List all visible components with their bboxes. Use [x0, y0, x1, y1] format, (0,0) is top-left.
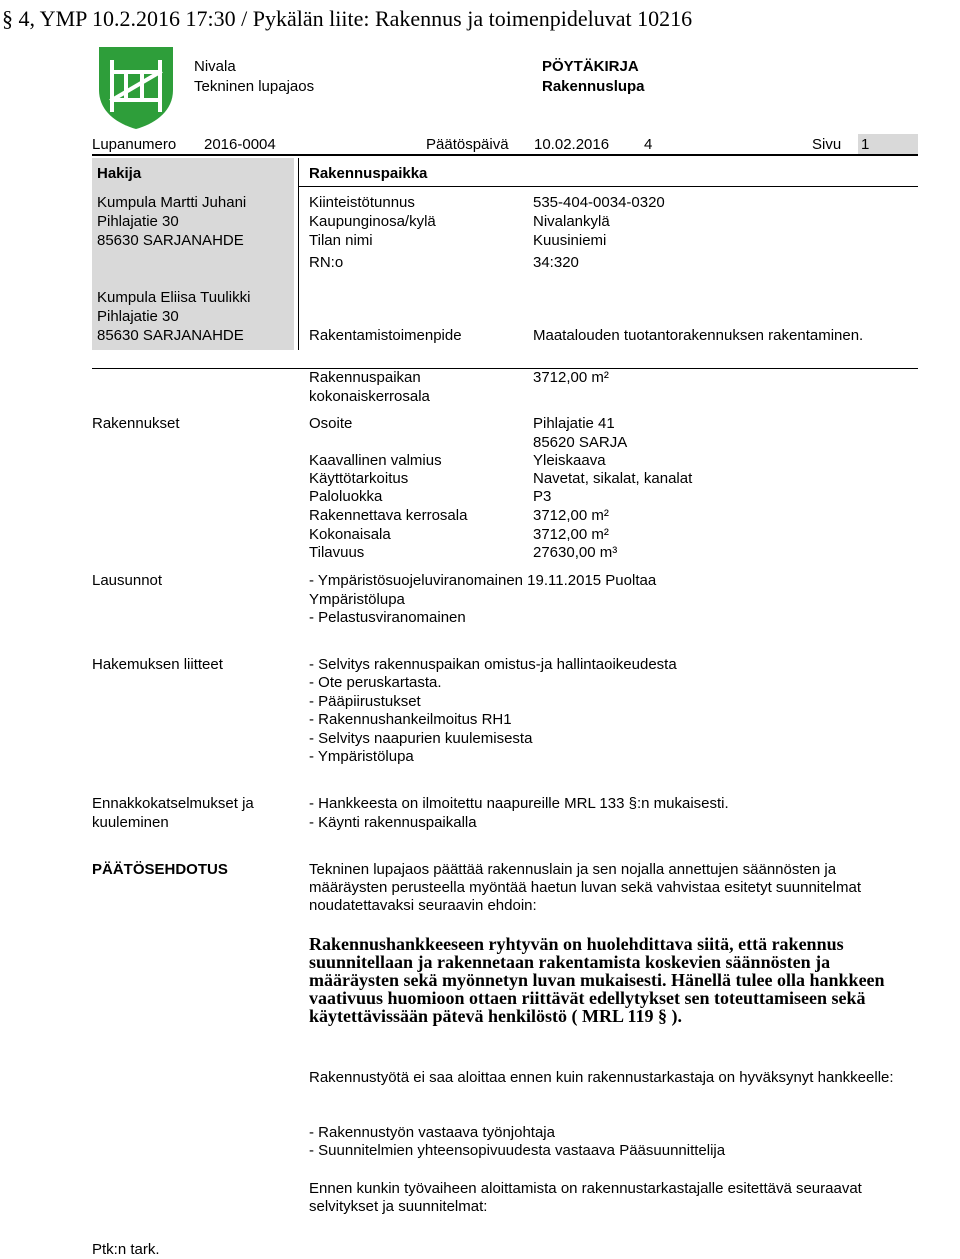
municipality-name: Nivala — [194, 58, 236, 75]
volume-label: Tilavuus — [309, 544, 365, 561]
total-area-label-line1: Rakennuspaikan — [309, 369, 421, 386]
total-area-value: 3712,00 m² — [533, 369, 609, 386]
attachment-item: - Pääpiirustukset — [309, 693, 421, 710]
proposal-start-paragraph: Rakennustyötä ei saa aloittaa ennen kuin rakennustarkastaja on hyväksynyt hankkeelle: — [309, 1069, 894, 1086]
district-label: Kaupunginosa/kylä — [309, 213, 436, 230]
fire-class-value: P3 — [533, 488, 552, 505]
floor-area-value: 3712,00 m² — [533, 507, 609, 524]
footer-initials-label: Ptk:n tark. — [92, 1241, 160, 1258]
property-id-label: Kiinteistötunnus — [309, 194, 415, 211]
plan-value: Yleiskaava — [533, 452, 606, 469]
property-id-value: 535-404-0034-0320 — [533, 194, 665, 211]
site-label: Rakennuspaikka — [309, 165, 428, 182]
rn-value: 34:320 — [533, 254, 579, 271]
estate-value: Kuusiniemi — [533, 232, 607, 249]
total-area-building-label: Kokonaisala — [309, 526, 391, 543]
estate-label: Tilan nimi — [309, 232, 373, 249]
fire-class-label: Paloluokka — [309, 488, 383, 505]
buildings-label: Rakennukset — [92, 415, 180, 432]
plan-label: Kaavallinen valmius — [309, 452, 442, 469]
proposal-intro: Tekninen lupajaos päättää rakennuslain ja sen nojalla annettujen säännösten ja määräysten perusteella myöntää haetun luvan sekä vahvistaa esitetyt suunnitelmat noudatettavaksi seuraavin ehdoin: — [309, 861, 861, 914]
meta-divider — [92, 154, 918, 156]
permit-number-value: 2016-0004 — [204, 136, 276, 153]
floor-area-label: Rakennettava kerrosala — [309, 507, 468, 524]
address-label: Osoite — [309, 415, 353, 432]
use-label: Käyttötarkoitus — [309, 470, 409, 487]
nivala-coat-of-arms-gate-icon — [96, 44, 176, 130]
decision-date-value: 10.02.2016 — [534, 136, 610, 153]
proposal-label: PÄÄTÖSEHDOTUS — [92, 861, 228, 878]
total-area-label-line2: kokonaiskerrosala — [309, 388, 430, 405]
permit-number-label: Lupanumero — [92, 136, 177, 153]
applicant-2-street: Pihlajatie 30 — [97, 308, 179, 325]
action-value: Maatalouden tuotantorakennuksen rakentaminen. — [533, 327, 864, 344]
document-type: PÖYTÄKIRJA — [542, 58, 639, 75]
use-value: Navetat, sikalat, kanalat — [533, 470, 693, 487]
attachments-label: Hakemuksen liitteet — [92, 656, 223, 673]
statement-line: - Pelastusviranomainen — [309, 609, 466, 626]
hearing-label-line2: kuuleminen — [92, 814, 169, 831]
site-divider — [298, 186, 918, 187]
hearing-item: - Hankkeesta on ilmoitettu naapureille MRL 133 §:n mukaisesti. — [309, 795, 729, 812]
address-line2: 85620 SARJA — [533, 434, 628, 451]
action-label: Rakentamistoimenpide — [309, 327, 462, 344]
statements-label: Lausunnot — [92, 572, 163, 589]
rn-label: RN:o — [309, 254, 344, 271]
applicant-label: Hakija — [97, 165, 142, 182]
district-value: Nivalankylä — [533, 213, 610, 230]
statement-line: - Ympäristösuojeluviranomainen 19.11.2015 Puoltaa — [309, 572, 657, 589]
proposal-final-paragraph: Ennen kunkin työvaiheen aloittamista on rakennustarkastajalle esitettävä seuraavat selvitykset ja suunnitelmat: — [309, 1180, 862, 1215]
applicant-2-city: 85630 SARJANAHDE — [97, 327, 244, 344]
applicant-1-city: 85630 SARJANAHDE — [97, 232, 244, 249]
attachment-item: - Ympäristölupa — [309, 748, 414, 765]
attachment-item: - Rakennushankeilmoitus RH1 — [309, 711, 512, 728]
total-area-building-value: 3712,00 m² — [533, 526, 609, 543]
board-name: Tekninen lupajaos — [194, 78, 315, 95]
approval-item: - Rakennustyön vastaava työnjohtaja — [309, 1124, 555, 1141]
page-header-title: § 4, YMP 10.2.2016 17:30 / Pykälän liite: Rakennus ja toimenpideluvat 10216 — [2, 6, 693, 31]
document-subtype: Rakennuslupa — [542, 78, 645, 95]
proposal-bold-paragraph: Rakennushankkeeseen ryhtyvän on huolehdittava siitä, että rakennus suunnitellaan ja rakennetaan rakentamista koskevien säännösten ja määräysten sekä myönnetyn luvan mukaisesti. Hänellä tulee olla hankkeen vaativuus huomioon ottaen riittävät edellytykset sen toteuttamiseen sekä käytettävissään pätevä henkilöstö ( MRL 119 § ). — [309, 934, 885, 1026]
attachment-item: - Selvitys rakennuspaikan omistus-ja hallintaoikeudesta — [309, 656, 677, 673]
address-line1: Pihlajatie 41 — [533, 415, 615, 432]
site-bottom-divider — [92, 368, 918, 369]
attachment-item: - Selvitys naapurien kuulemisesta — [309, 730, 533, 747]
page-number-value: 1 — [861, 136, 870, 153]
attachment-item: - Ote peruskartasta. — [309, 674, 442, 691]
volume-value: 27630,00 m³ — [533, 544, 618, 561]
applicant-1-name: Kumpula Martti Juhani — [97, 194, 247, 211]
decision-number: 4 — [644, 136, 653, 153]
applicant-2-name: Kumpula Eliisa Tuulikki — [97, 289, 251, 306]
approval-item: - Suunnitelmien yhteensopivuudesta vastaava Pääsuunnittelija — [309, 1142, 726, 1159]
hearing-label-line1: Ennakkokatselmukset ja — [92, 795, 254, 812]
statement-line: Ympäristölupa — [309, 591, 405, 608]
hearing-item: - Käynti rakennuspaikalla — [309, 814, 477, 831]
page-label: Sivu — [812, 136, 842, 153]
decision-date-label: Päätöspäivä — [426, 136, 509, 153]
applicant-1-street: Pihlajatie 30 — [97, 213, 179, 230]
